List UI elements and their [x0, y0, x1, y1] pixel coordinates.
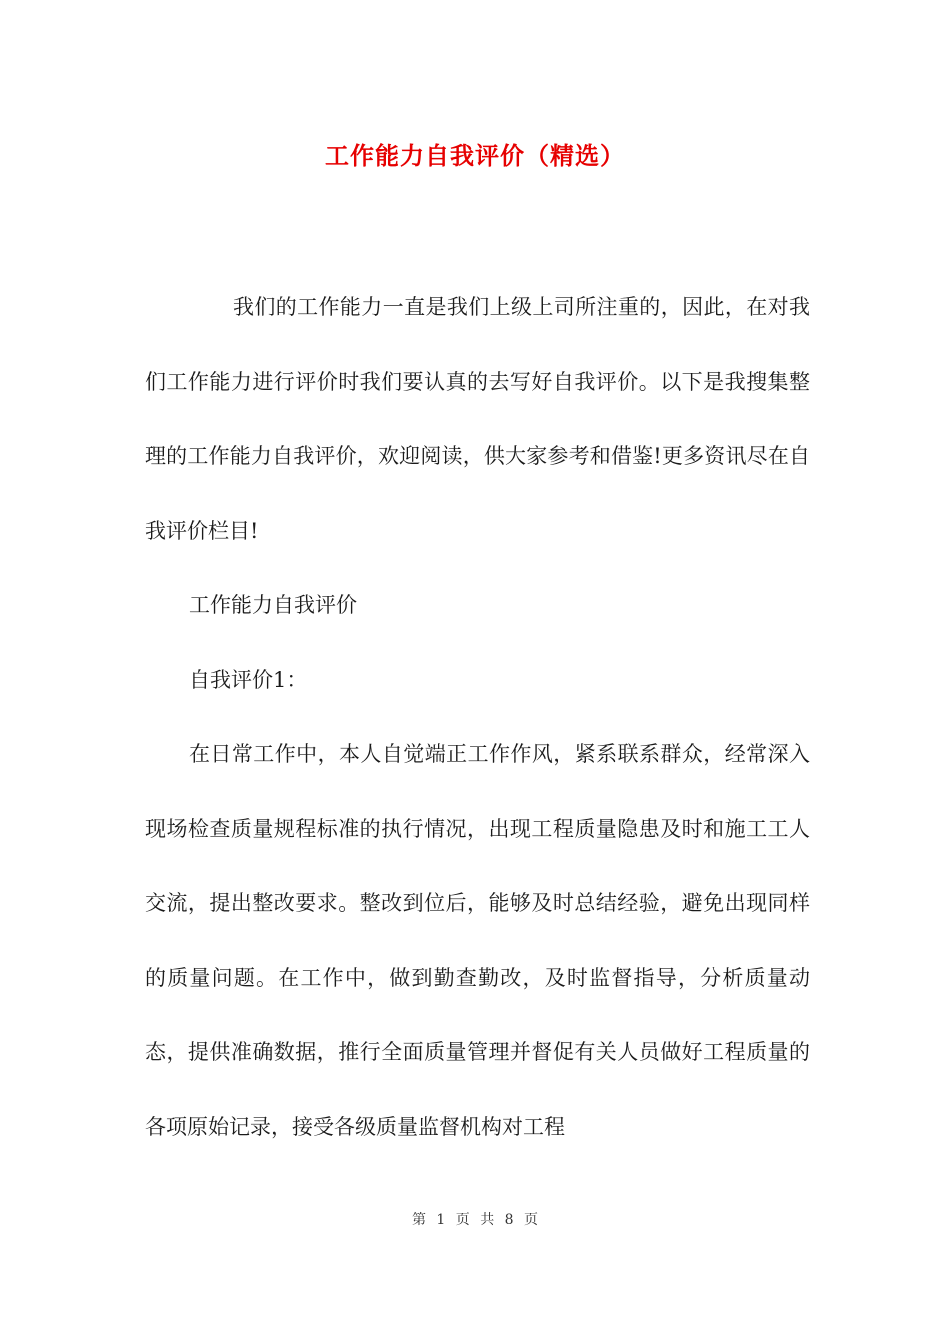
subsection-heading: 自我评价1： — [189, 667, 308, 692]
section-heading: 工作能力自我评价 — [189, 593, 357, 617]
document-body — [145, 270, 810, 1164]
body-paragraph: 在日常工作中，本人自觉端正工作作风，紧系联系群众，经常深入现场检查质量规程标准的执行情况，出现工程质量隐患及时和施工工人交流，提出整改要求。整改到位后，能够及时总结经验，避免出现同样的质量问题。在工作中，做到勤查勤改，及时监督指导，分析质量动态，提供准确数据，推行全面质量管理并督促有关人员做好工程质量的各项原始记录，接受各级质量监督机构对工程 — [145, 742, 810, 1139]
document-title: 工作能力自我评价（精选） — [325, 142, 625, 170]
intro-paragraph: 我们的工作能力一直是我们上级上司所注重的，因此，在对我们工作能力进行评价时我们要认真的去写好自我评价。以下是我搜集整理的工作能力自我评价，欢迎阅读，供大家参考和借鉴!更多资讯尽在自我评价栏目! — [145, 295, 810, 543]
page-footer: 第 1 页 共 8 页 — [411, 1212, 539, 1228]
